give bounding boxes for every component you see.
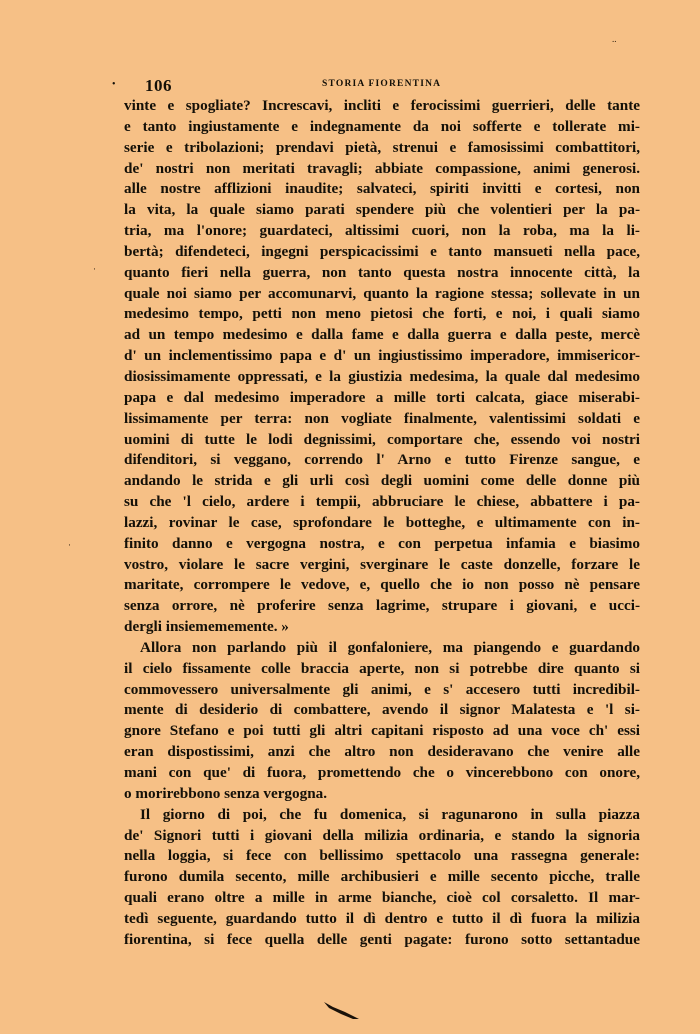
text-line: d' un inclementissimo papa e d' un ingiustissimo imperadore, immisericor- — [124, 347, 640, 365]
paragraph-start-line: Il giorno di poi, che fu domenica, si ragunarono in sulla piazza — [140, 805, 640, 823]
margin-dot: • — [112, 79, 116, 90]
text-line: diosissimamente oppressati, e la giustizia medesima, la quale dal medesimo — [124, 367, 640, 385]
text-line: quanto fieri nella guerra, non tanto questa nostra innocente città, la — [124, 263, 640, 281]
margin-speck: · — [93, 264, 96, 274]
text-line: de' nostri non meritati travagli; abbiate compassione, animi generosi. — [124, 159, 640, 177]
text-line: senza orrore, nè proferire senza lagrime, strupare i giovani, e ucci- — [124, 597, 640, 615]
text-line: quale noi siamo per accomunarvi, quanto la ragione stessa; sollevate in un — [124, 284, 640, 302]
text-line: tria, ma l'onore; guardateci, altissimi cuori, non la roba, ma la li- — [124, 222, 640, 240]
running-title: STORIA FIORENTINA — [322, 79, 442, 89]
running-head — [112, 76, 640, 96]
text-line: su che 'l cielo, ardere i tempii, abbruciare le chiese, abbattere i pa- — [124, 493, 640, 511]
text-line: vinte e spogliate? Increscavi, incliti e ferocissimi guerrieri, delle tante — [124, 97, 640, 114]
text-line: serie e tribolazioni; prendavi pietà, strenui e famosissimi combattitori, — [124, 138, 640, 156]
text-line: la vita, la quale siamo parati spendere più che volentieri per la pa- — [124, 201, 640, 219]
text-line: e tanto ingiustamente e indegnamente da noi sofferte e tollerate mi- — [124, 117, 640, 135]
text-line: de' Signori tutti i giovani della milizia ordinaria, e stando la signoria — [124, 826, 640, 844]
text-line: alle nostre afflizioni inaudite; salvateci, spiriti invitti e cortesi, non — [124, 180, 640, 198]
catchword-mark — [323, 1000, 361, 1020]
text-line: quali erano oltre a mille in arme bianche, cioè col corsaletto. Il mar- — [124, 889, 640, 907]
text-line: tedì seguente, guardando tutto il dì dentro e tutto il dì fuora la milizia — [124, 909, 640, 927]
text-line: furono dumila secento, mille archibusieri e mille secento picche, tralle — [124, 868, 640, 886]
text-line: gnore Stefano e poi tutti gli altri capitani risposto ad una voce ch' essi — [124, 722, 640, 740]
text-line: dergli insiemememente. » — [124, 618, 289, 636]
text-line: lissimamente per terra: non vogliate finalmente, valentissimi soldati e — [124, 409, 640, 427]
page-speck: .. — [612, 34, 617, 44]
text-line: ad un tempo medesimo e dalla fame e dalla guerra e dalla peste, mercè — [124, 326, 640, 344]
body-text — [124, 96, 640, 951]
text-line: andando le strida e gli urli così degli uomini come delle donne più — [124, 472, 640, 490]
text-line: papa e dal medesimo imperadore a mille torti calcata, giace miserabi- — [124, 388, 640, 406]
page-number: 106 — [145, 76, 172, 95]
text-line: medesimo tempo, petti non meno pietosi che forti, e noi, i quali siamo — [124, 305, 640, 323]
text-line: fiorentina, si fece quella delle genti pagate: furono sotto settantadue — [124, 930, 640, 948]
text-line: vostro, violare le sacre vergini, sverginare le caste donzelle, forzare le — [124, 555, 640, 573]
text-line: uomini di tutte le lodi degnissimi, comportare che, essendo voi nostri — [124, 430, 640, 448]
text-line: finito danno e vergogna nostra, e con perpetua infamia e biasimo — [124, 534, 640, 552]
paragraph-start-line: Allora non parlando più il gonfaloniere, ma piangendo e guardando — [140, 638, 640, 656]
text-line: mani con que' di fuora, promettendo che o vincerebbono con onore, — [124, 764, 640, 781]
text-line: maritate, corrompere le vedove, e, quello che io non posso nè pensare — [124, 576, 640, 594]
margin-speck: · — [68, 540, 71, 550]
text-line: difenditori, si veggano, correndo l' Arno e tutto Firenze sangue, e — [124, 451, 640, 469]
text-line: il cielo fissamente colle braccia aperte, non si potrebbe dire quanto si — [124, 659, 640, 677]
text-line: eran dispostissimi, anzi che altro non desideravano che venire alle — [124, 743, 640, 761]
text-line: mente di desiderio di combattere, avendo il signor Malatesta e 'l si- — [124, 701, 640, 719]
text-line: commovessero universalmente gli animi, e s' accesero tutti incredibil- — [124, 680, 640, 698]
text-line: lazzi, rovinar le case, sprofondare le botteghe, e ultimamente con in- — [124, 513, 640, 531]
text-line: o morirebbono senza vergogna. — [124, 784, 328, 802]
text-line: bertà; difendeteci, ingegni perspicacissimi e tanto mansueti nella pace, — [124, 242, 640, 260]
text-line: nella loggia, si fece con bellissimo spettacolo una rassegna generale: — [124, 847, 640, 865]
